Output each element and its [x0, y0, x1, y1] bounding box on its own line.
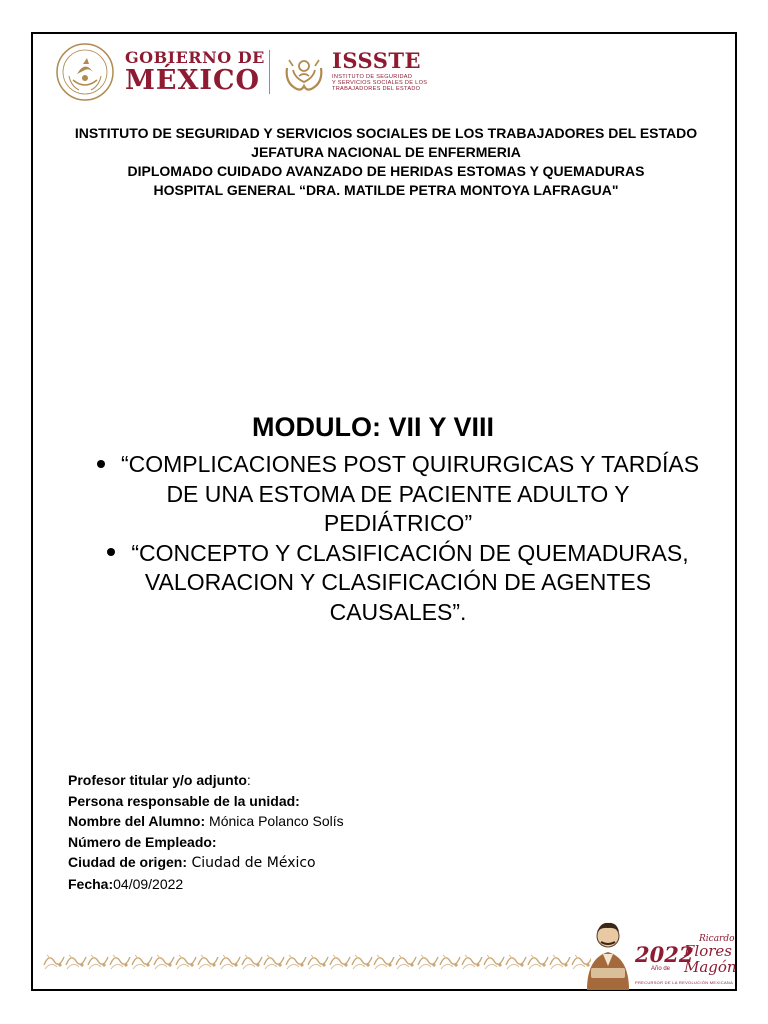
module-title: MODULO: VII Y VIII [251, 412, 495, 442]
info-ciudad: Ciudad de origen: Ciudad de México [68, 854, 316, 871]
badge-caption: PRECURSOR DE LA REVOLUCIÓN MEXICANA [635, 980, 734, 985]
issste-subtitle: INSTITUTO DE SEGURIDAD Y SERVICIOS SOCIALES DE LOS TRABAJADORES DEL ESTADO [332, 74, 428, 93]
document-page [31, 32, 737, 991]
info-alumno: Nombre del Alumno: Mónica Polanco Solís [68, 813, 344, 829]
info-responsable: Persona responsable de la unidad: [68, 792, 300, 809]
header-logos [55, 42, 455, 102]
issste-name: ISSSTE [332, 48, 422, 73]
topic-text: “COMPLICACIONES POST QUIRURGICAS Y TARDÍAS DE UNA ESTOMA DE PACIENTE ADULTO Y PEDIÁTRICO” [120, 451, 700, 536]
logo-divider [269, 50, 270, 94]
badge-name-magon: Magón [684, 958, 737, 976]
badge-anio: Año de [651, 966, 671, 972]
bullet-icon [107, 548, 115, 556]
institution-line2: JEFATURA NACIONAL DE ENFERMERIA [251, 144, 521, 160]
issste-logo-text [332, 48, 427, 93]
mexican-coat-of-arms-seal-icon [55, 42, 115, 102]
institution-line1: INSTITUTO DE SEGURIDAD Y SERVICIOS SOCIALES DE LOS TRABAJADORES DEL ESTADO [74, 125, 698, 141]
flores-magon-badge [581, 918, 735, 990]
info-profesor: Profesor titular y/o adjunto: [68, 772, 251, 788]
topic-item [93, 450, 703, 539]
badge-year: 2022 [635, 942, 694, 967]
topic-text: “CONCEPTO Y CLASIFICACIÓN DE QUEMADURAS, VALORACION Y CLASIFICACIÓN DE AGENTES CAUSALES”. [131, 539, 689, 625]
ricardo-flores-magon-portrait-icon [581, 918, 635, 990]
info-fecha: Fecha:04/09/2022 [68, 875, 184, 892]
decorative-border-pattern-icon [43, 951, 591, 971]
student-info [68, 770, 344, 894]
institution-line4: HOSPITAL GENERAL “DRA. MATILDE PETRA MONTOYA LAFRAGUA" [153, 182, 619, 198]
badge-name-first: Ricardo [699, 934, 735, 944]
institution-heading [53, 124, 719, 200]
topic-item [93, 539, 703, 628]
info-empleado: Número de Empleado: [68, 833, 217, 850]
issste-hands-emblem-icon [281, 48, 327, 94]
gobierno-line2: MÉXICO [125, 65, 261, 96]
institution-line3: DIPLOMADO CUIDADO AVANZADO DE HERIDAS ESTOMAS Y QUEMADURAS [127, 163, 645, 179]
badge-name-flores: Flores [684, 942, 732, 960]
gobierno-line1: GOBIERNO DE [125, 48, 265, 67]
gobierno-logo-text [125, 48, 265, 96]
topic-list [93, 450, 703, 627]
bullet-icon [97, 460, 105, 468]
